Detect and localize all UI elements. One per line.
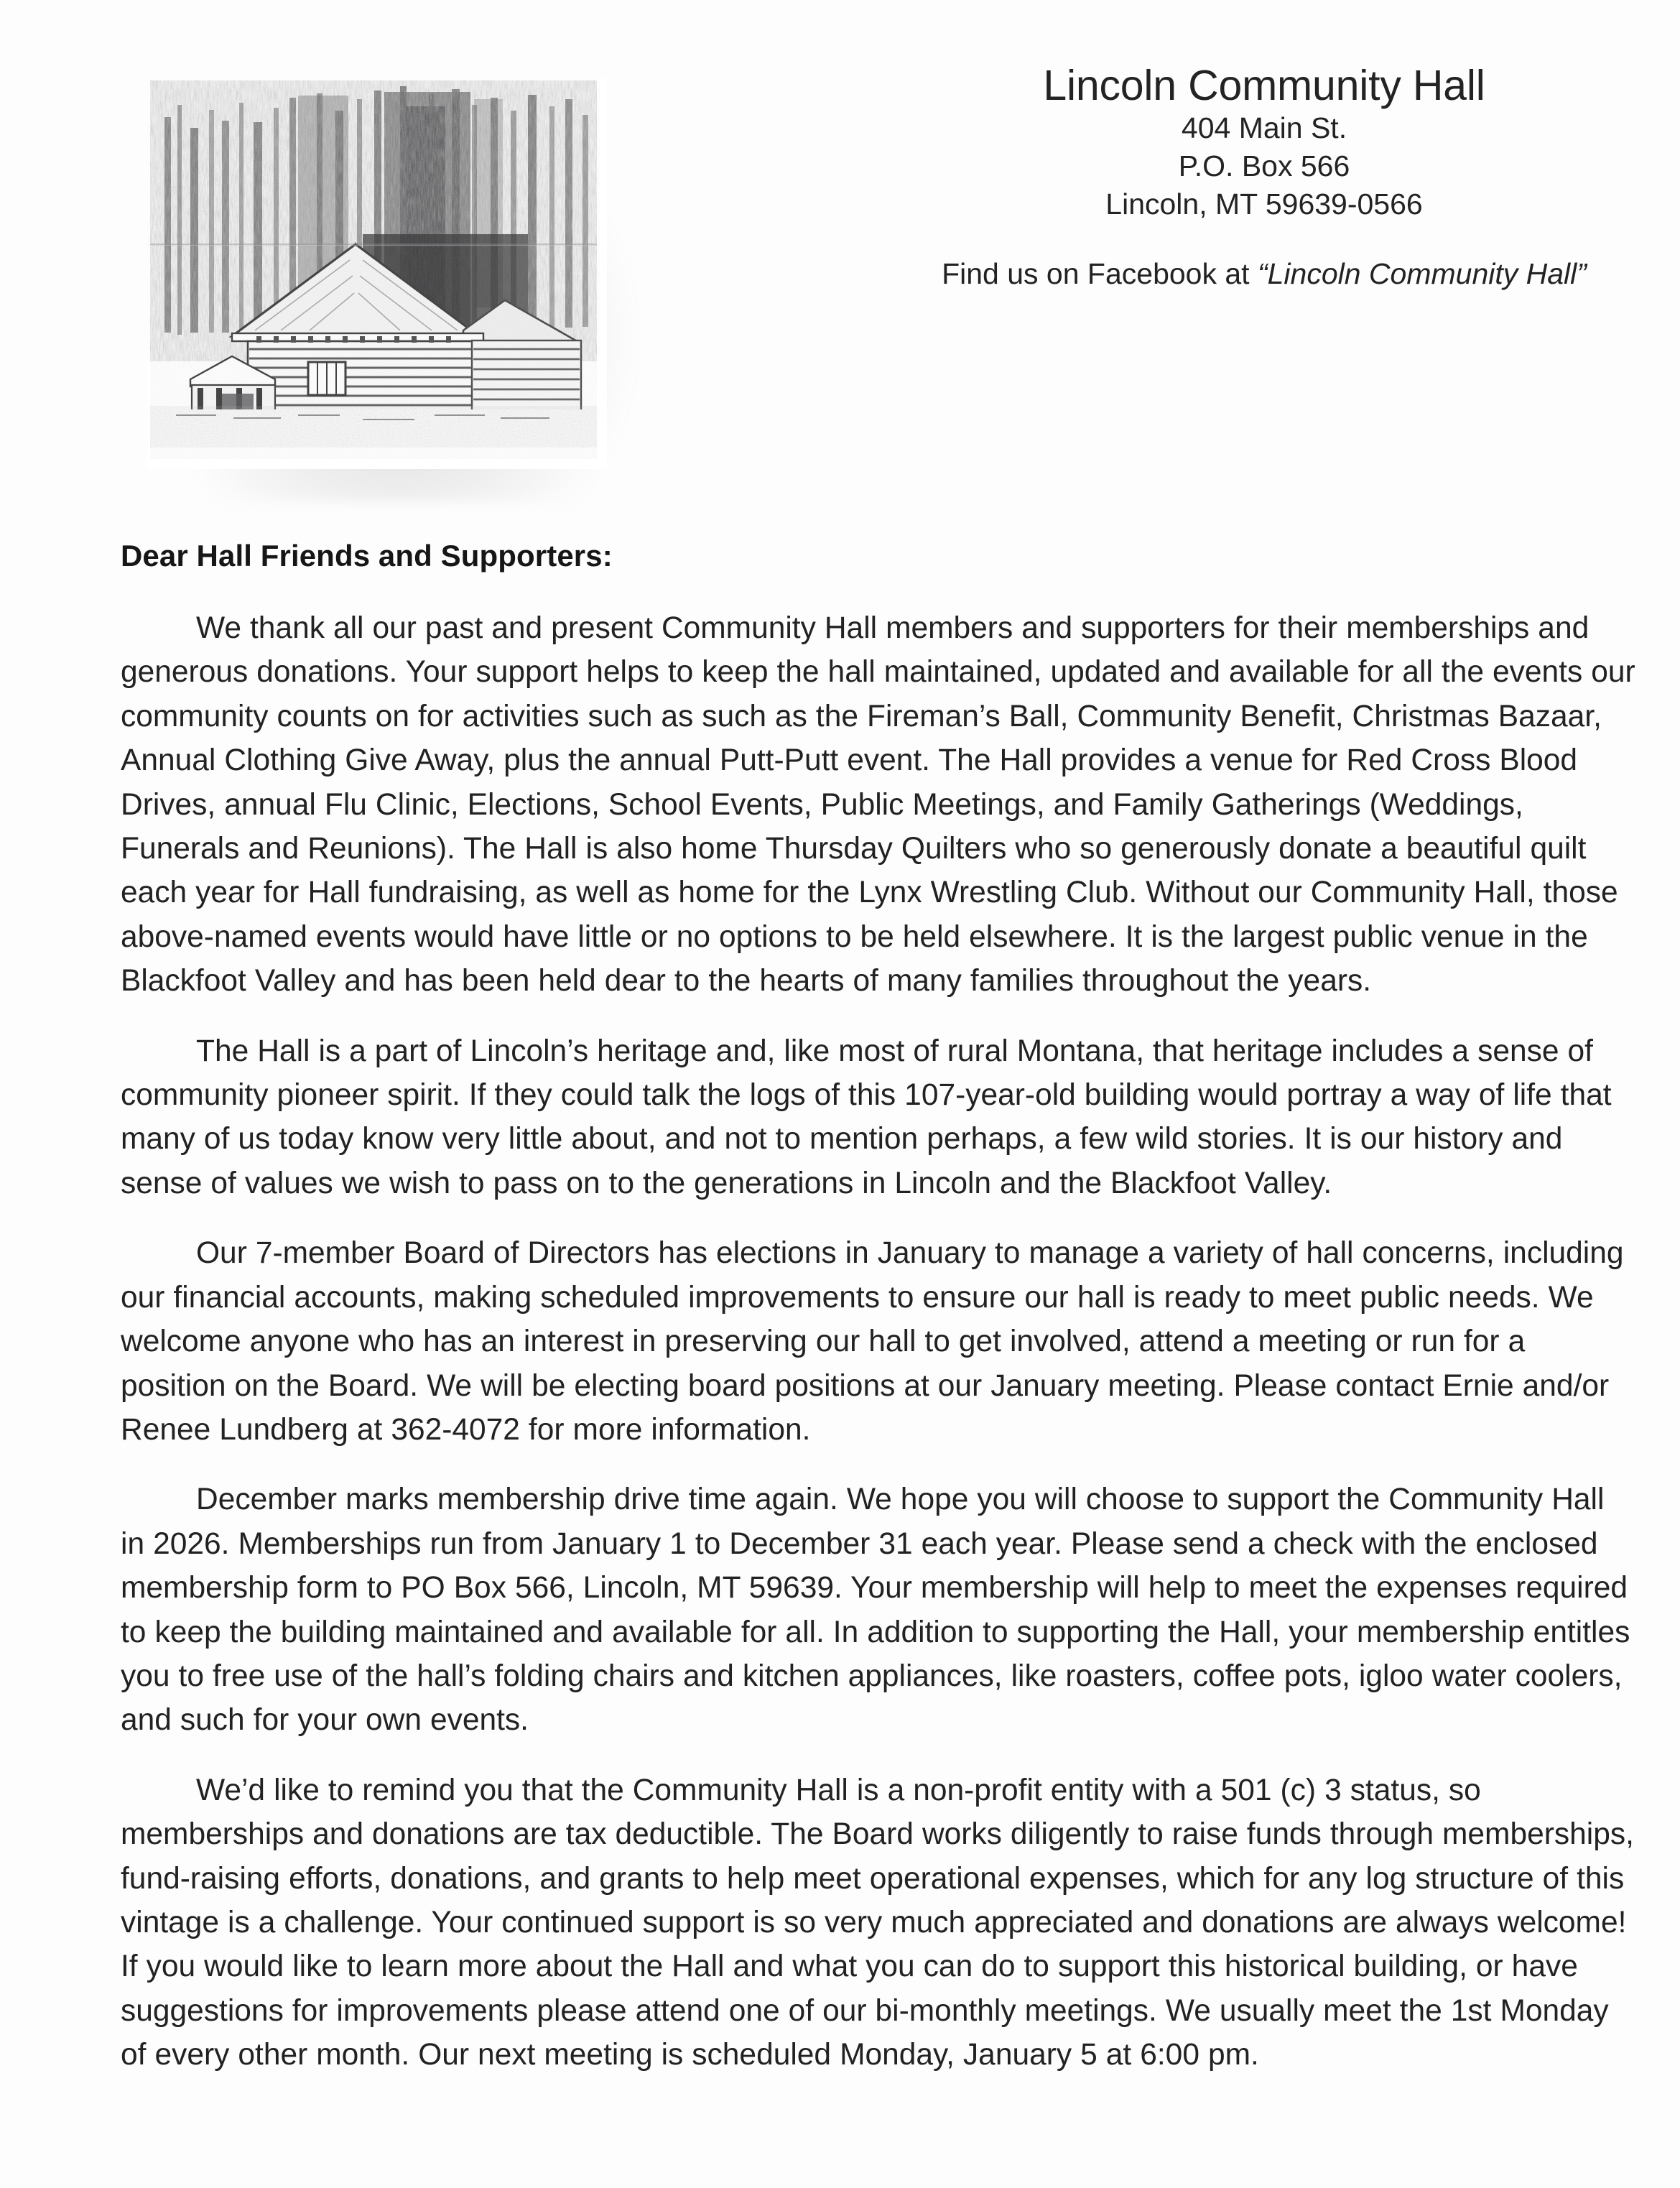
paragraph-board-of-directors: Our 7-member Board of Directors has elections in January to manage a variety of hall concerns, including our financial accounts, making scheduled improvements to ensure our hall is ready to meet public needs. We welcome anyone who has an interest in preserving our hall to get involved, attend a meeting or run for a position on the Board. We will be electing board positions at our January meeting. Please contact Ernie and/or Renee Lundberg at 362-4072 for more information. [121, 1236, 1624, 1447]
paragraph-heritage: The Hall is a part of Lincoln’s heritage and, like most of rural Montana, that heritage includes a sense of community pioneer spirit. If they could talk the logs of this 107-year-old building would portray a way of life that many of us today know very little about, and not to mention perhaps, a few wild stories. It is our history and sense of values we wish to pass on to the generations in Lincoln and the Blackfoot Valley. [121, 1034, 1612, 1200]
facebook-line [848, 257, 1680, 291]
paragraph-nonprofit-status: We’d like to remind you that the Community Hall is a non-profit entity with a 501 (c) 3 status, so memberships and donations are tax deductible. The Board works diligently to raise funds through memberships, fund-raising efforts, donations, and grants to help meet operational expenses, which for any log structure of this vintage is a challenge. Your continued support is so very much appreciated and donations are always welcome! If you would like to learn more about the Hall and what you can do to support this historical building, or have suggestions for improvements please attend one of our bi-monthly meetings. We usually meet the 1st Monday of every other month. Our next meeting is scheduled Monday, January 5 at 6:00 pm. [121, 1773, 1634, 2072]
letter-body [121, 539, 1636, 2077]
address-street: 404 Main St. [1181, 111, 1347, 144]
facebook-prefix-text: Find us on Facebook at [942, 256, 1258, 290]
paragraph-membership-drive: December marks membership drive time again. We hope you will choose to support the Community Hall in 2026. Memberships run from January 1 to December 31 each year. Please send a check with the enclosed membership form to PO Box 566, Lincoln, MT 59639. Your membership will help to meet the expenses required to keep the building maintained and available for all. In addition to supporting the Hall, your membership entitles you to free use of the hall’s folding chairs and kitchen appliances, like roasters, coffee pots, igloo water coolers, and such for your own events. [121, 1483, 1630, 1738]
hall-photo [147, 78, 625, 494]
organization-name: Lincoln Community Hall [1043, 62, 1485, 109]
facebook-page-handle: “Lincoln Community Hall” [1257, 256, 1587, 290]
hall-building-photo-image [147, 78, 607, 469]
paragraph-thanks: We thank all our past and present Community Hall members and supporters for their memberships and generous donations. Your support helps to keep the hall maintained, updated and available for all the events our community counts on for activities such as such as the Fireman’s Ball, Community Benefit, Christmas Bazaar, Annual Clothing Give Away, plus the annual Putt-Putt event. The Hall provides a venue for Red Cross Blood Drives, annual Flu Clinic, Elections, School Events, Public Meetings, and Family Gatherings (Weddings, Funerals and Reunions). The Hall is also home Thursday Quilters who so generously donate a beautiful quilt each year for Hall fundraising, as well as home for the Lynx Wrestling Club. Without our Community Hall, those above-named events would have little or no options to be held elsewhere. It is the largest public venue in the Blackfoot Valley and has been held dear to the hearts of many families throughout the years. [121, 611, 1635, 998]
letterhead [0, 63, 1680, 494]
address-block [848, 63, 1680, 291]
salutation: Dear Hall Friends and Supporters: [121, 539, 613, 573]
address-po-box: P.O. Box 566 [1178, 149, 1350, 183]
address-city-state-zip: Lincoln, MT 59639-0566 [1105, 187, 1423, 221]
